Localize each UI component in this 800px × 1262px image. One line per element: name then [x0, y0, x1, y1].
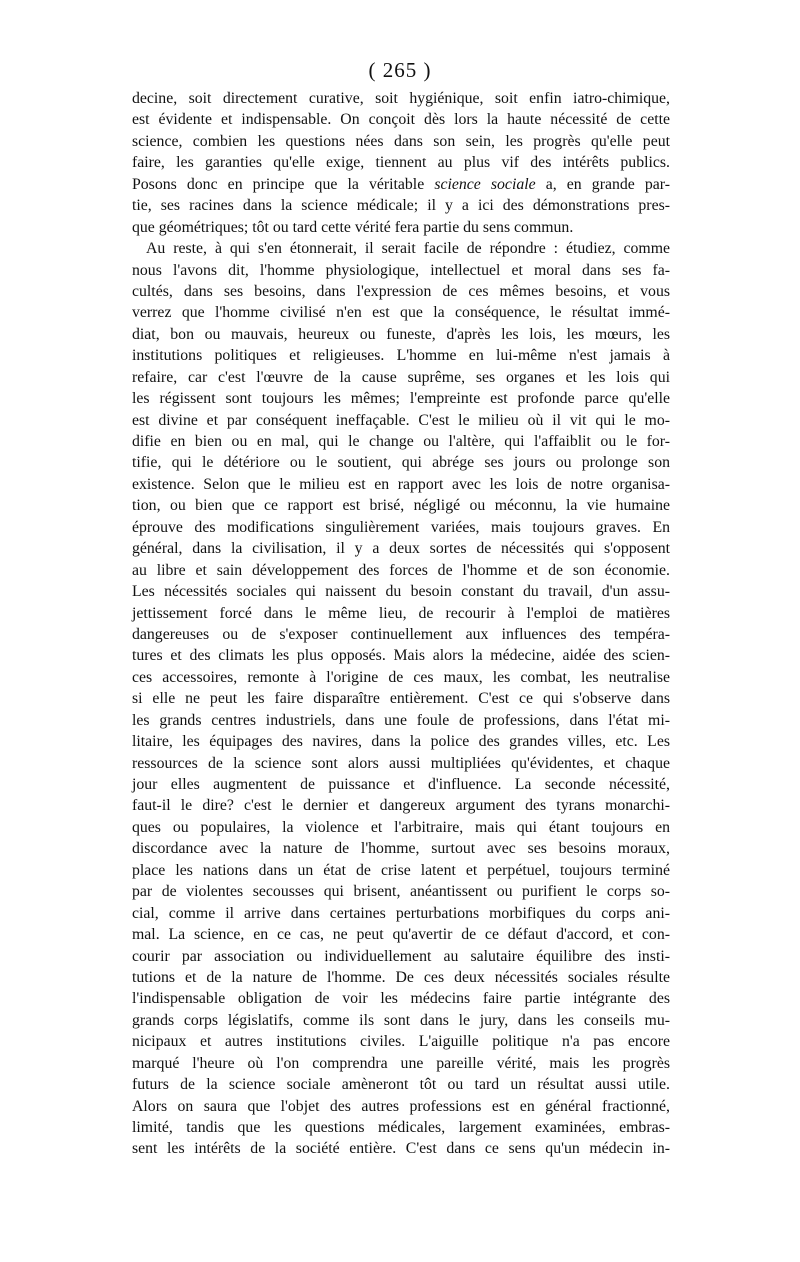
text-line: général, dans la civilisation, il y a deux sortes de nécessités qui s'opposent [132, 540, 670, 558]
text-line: mal. La science, en ce cas, ne peut qu'avertir de ce défaut d'accord, et con- [132, 926, 670, 944]
text-line: l'indispensable obligation de voir les médecins faire partie intégrante des [132, 990, 670, 1008]
text-line: est divine et par conséquent ineffaçable. C'est le milieu où il vit qui le mo- [132, 411, 670, 429]
text-line: diat, bon ou mauvais, heureux ou funeste, d'après les lois, les mœurs, les [132, 325, 670, 343]
text-line: place les nations dans un état de crise latent et perpétuel, toujours terminé [132, 861, 670, 879]
text-line: refaire, car c'est l'œuvre de la cause suprême, ses organes et les lois qui [132, 368, 670, 386]
text-line: tie, ses racines dans la science médicale; il y a ici des démonstrations pres- [132, 197, 670, 215]
text-line: science, combien les questions nées dans son sein, les progrès qu'elle peut [132, 132, 670, 150]
text-line: nicipaux et autres institutions civiles. L'aiguille politique n'a pas encore [132, 1033, 670, 1051]
text-line: est évidente et indispensable. On conçoit dès lors la haute nécessité de cette [132, 111, 670, 129]
text-line: les grands centres industriels, dans une foule de professions, dans l'état mi- [132, 711, 670, 729]
text-line: Posons donc en principe que la véritable science sociale a, en grande par- [132, 175, 670, 193]
text-line: tures et des climats les plus opposés. Mais alors la médecine, aidée des scien- [132, 647, 670, 665]
text-line: éprouve des modifications singulièrement variées, mais toujours graves. En [132, 518, 670, 536]
page-number: ( 265 ) [368, 58, 432, 82]
text-line: courir par association ou individuellement au salutaire équilibre des insti- [132, 947, 670, 965]
text-line: par de violentes secousses qui brisent, anéantissent ou purifient le corps so- [132, 883, 670, 901]
text-line: ques ou populaires, la violence et l'arbitraire, mais qui étant toujours en [132, 818, 670, 836]
text-line: cultés, dans ses besoins, dans l'expression de ces mêmes besoins, et vous [132, 282, 670, 300]
emphasis: science sociale [434, 175, 536, 193]
text-line: futurs de la science sociale amèneront tôt ou tard un résultat aussi utile. [132, 1076, 670, 1094]
text-line: si elle ne peut les faire disparaître entièrement. C'est ce qui s'observe dans [132, 690, 670, 708]
text-line: faut-il le dire? c'est le dernier et dangereux argument des tyrans monarchi- [132, 797, 670, 815]
text-line: litaire, les équipages des navires, dans la police des grandes villes, etc. Les [132, 733, 670, 751]
text-line: tutions et de la nature de l'homme. De ces deux nécessités sociales résulte [132, 968, 670, 986]
text-line: grands corps législatifs, comme ils sont dans le jury, dans les conseils mu- [132, 1011, 670, 1029]
text-line: limité, tandis que les questions médicales, largement examinées, embras- [132, 1119, 670, 1136]
text-line: institutions politiques et religieuses. L'homme en lui-même n'est jamais à [132, 347, 670, 365]
body-text [132, 88, 670, 1160]
text-line: nous l'avons dit, l'homme physiologique, intellectuel et moral dans ses fa- [132, 261, 670, 279]
text-line: cial, comme il arrive dans certaines perturbations morbifiques du corps ani- [132, 904, 670, 922]
text-line: existence. Selon que le milieu est en rapport avec les lois de notre organisa- [132, 475, 670, 493]
text-line: que géométriques; tôt ou tard cette vérité fera partie du sens commun. [132, 218, 574, 236]
text-line: ces accessoires, remonte à l'origine de ces maux, les combat, les neutralise [132, 668, 670, 686]
text-line: jour elles augmentent de puissance et d'influence. La seconde nécessité, [132, 776, 670, 793]
text-line: tion, ou bien que ce rapport est brisé, négligé ou méconnu, la vie humaine [132, 497, 670, 515]
text-line: discordance avec la nature de l'homme, surtout avec ses besoins moraux, [132, 840, 670, 858]
text-line: difie en bien ou en mal, qui le change ou l'altère, qui l'affaiblit ou le for- [132, 433, 670, 450]
text-line: Alors on saura que l'objet des autres professions est en général fractionné, [132, 1097, 670, 1115]
text-line: Au reste, à qui s'en étonnerait, il serait facile de répondre : étudiez, comme [146, 240, 670, 258]
text-line: les régissent sont toujours les mêmes; l'empreinte est profonde parce qu'elle [132, 390, 670, 408]
text-line: ressources de la science sont alors aussi multipliées qu'évidentes, et chaque [132, 754, 670, 772]
text-line: au libre et sain développement des forces de l'homme et de son économie. [132, 561, 670, 579]
text-line: sent les intérêts de la société entière. C'est dans ce sens qu'un médecin in- [132, 1140, 670, 1158]
text-line: Les nécessités sociales qui naissent du besoin constant du travail, d'un assu- [132, 583, 670, 601]
text-line: decine, soit directement curative, soit hygiénique, soit enfin iatro-chimique, [132, 90, 670, 107]
text-line: faire, les garanties qu'elle exige, tiennent au plus vif des intérêts publics. [132, 154, 670, 172]
text-line: tifie, qui le détériore ou le soutient, qui abrége ses jours ou prolonge son [132, 454, 670, 472]
text-line: verrez que l'homme civilisé n'en est que la conséquence, le résultat immé- [132, 304, 670, 322]
text-line: marqué l'heure où l'on comprendra une pareille vérité, mais les progrès [132, 1054, 670, 1072]
text-line: dangereuses ou de s'exposer continuellement aux influences des tempéra- [132, 625, 670, 643]
text-line: jettissement forcé dans le même lieu, de recourir à l'emploi de matières [132, 604, 670, 622]
